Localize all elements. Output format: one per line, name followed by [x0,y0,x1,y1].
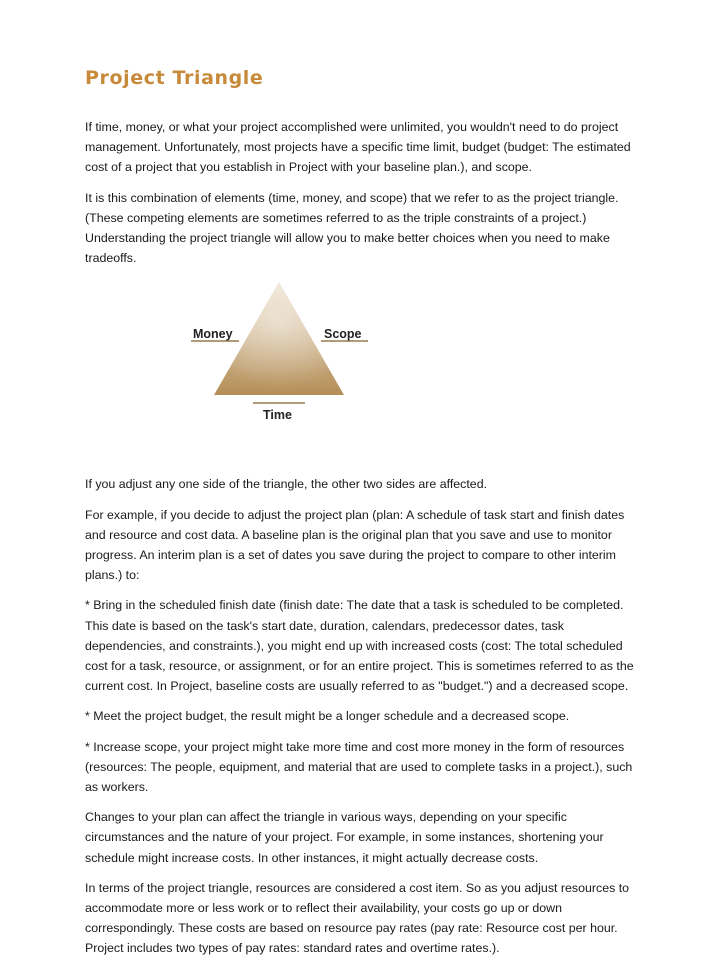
document-page [85,66,645,969]
paragraph-example-plan: For example, if you decide to adjust the project plan (plan: A schedule of task start and finish dates and resource and cost data. A baseline plan is the original plan that you save and use to monitor progress. An interim plan is a set of dates you save during the project to compare to other interim plans.) to: [85,507,625,583]
paragraph-intro: If time, money, or what your project accomplished were unlimited, you wouldn't need to do project management. Unfortunately, most projects have a specific time limit, budget (budget: The estimated cost of a project that you establish in Project with your baseline plan.), and scope. [85,120,631,175]
page-title: Project Triangle [85,67,264,89]
project-triangle-figure [85,278,645,464]
paragraph-triangle-definition: It is this combination of elements (time, money, and scope) that we refer to as the project triangle. (These competing elements are sometimes referred to as the triple constraints of a project.) Understanding the project triangle will allow you to make better choices when you need to make tradeoffs. [85,190,619,266]
paragraph-resources: In terms of the project triangle, resources are considered a cost item. So as you adjust resources to accommodate more or less work or to reflect their availability, your costs go up or down correspondingly. These costs are based on resource pay rates (pay rate: Resource cost per hour. Project includes two types of pay rates: standard rates and overtime rates.). [85,880,630,956]
paragraph-adjust-side: If you adjust any one side of the triangle, the other two sides are affected. [85,477,488,492]
label-time: Time [263,408,292,423]
label-scope: Scope [324,327,362,342]
paragraph-bullet-budget: * Meet the project budget, the result might be a longer schedule and a decreased scope. [85,709,570,724]
paragraph-bullet-scope: * Increase scope, your project might take more time and cost more money in the form of resources (resources: The people, equipment, and material that are used to complete tasks in a project.), such as workers. [85,739,633,795]
paragraph-bullet-finish-date: * Bring in the scheduled finish date (finish date: The date that a task is scheduled to be completed. This date is based on the task's start date, duration, calendars, predecessor dates, task dependencies, and constraints.), you might end up with increased costs (cost: The total scheduled cost for a task, resource, or assignment, or for an entire project. This is sometimes referred to as the current cost. In Project, baseline costs are usually referred to as "budget.") and a decreased scope. [85,598,634,694]
label-money: Money [193,327,233,342]
paragraph-changes: Changes to your plan can affect the triangle in various ways, depending on your specific circumstances and the nature of your project. For example, in some instances, shortening your schedule might increase costs. In other instances, it might actually decrease costs. [85,810,604,865]
triangle-graphic [85,278,645,464]
